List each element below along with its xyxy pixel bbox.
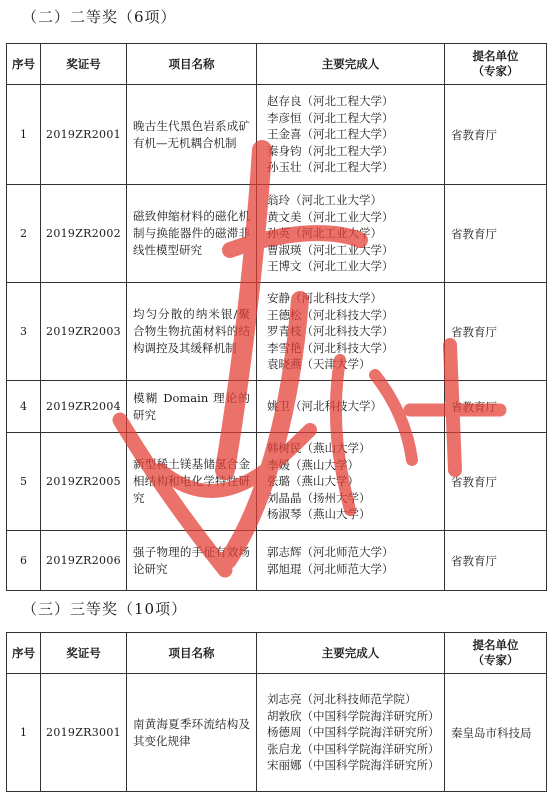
main-contributors	[257, 531, 445, 591]
main-contributors	[257, 185, 445, 283]
table-row	[7, 381, 547, 433]
certificate-number: 2019ZR2002	[41, 185, 127, 283]
project-name: 新型稀土镁基储氢合金相结构和电化学特性研究	[127, 433, 257, 531]
header-project: 项目名称	[127, 44, 257, 85]
header-cert: 奖证号	[41, 633, 127, 674]
project-name: 磁致伸缩材料的磁化机制与换能器件的磁滞非线性模型研究	[127, 185, 257, 283]
table-header-row	[7, 633, 547, 674]
contributor: 郭旭琨（河北师范大学）	[267, 561, 394, 576]
main-contributors	[257, 283, 445, 381]
project-name: 南黄海夏季环流结构及其变化规律	[127, 674, 257, 792]
certificate-number: 2019ZR2001	[41, 85, 127, 185]
project-name: 晚古生代黑色岩系成矿有机—无机耦合机制	[127, 85, 257, 185]
contributor: 孙玉壮（河北工程大学）	[267, 160, 394, 175]
contributor: 李彦恒（河北工程大学）	[267, 110, 394, 125]
table-row	[7, 531, 547, 591]
nominating-unit: 省教育厅	[445, 433, 547, 531]
contributor: 孙英（河北工业大学）	[267, 226, 382, 241]
nominating-unit: 省教育厅	[445, 531, 547, 591]
row-number: 3	[7, 283, 41, 381]
contributor: 王德松（河北科技大学）	[267, 307, 394, 322]
table-row	[7, 433, 547, 531]
project-name: 强子物理的手征有效场论研究	[127, 531, 257, 591]
nominating-unit: 省教育厅	[445, 283, 547, 381]
contributor: 曹淑瑛（河北工业大学）	[267, 242, 394, 257]
contributor: 李媛（燕山大学）	[267, 457, 359, 472]
second-prize-table	[6, 43, 547, 591]
third-prize-table	[6, 632, 547, 792]
contributor: 宋丽娜（中国科学院海洋研究所）	[267, 758, 440, 773]
nominating-unit: 秦皇岛市科技局	[445, 674, 547, 792]
header-people: 主要完成人	[257, 633, 445, 674]
contributor: 张璐（燕山大学）	[267, 474, 359, 489]
table-row	[7, 283, 547, 381]
contributor: 秦身钧（河北工程大学）	[267, 143, 394, 158]
certificate-number: 2019ZR2004	[41, 381, 127, 433]
certificate-number: 2019ZR2006	[41, 531, 127, 591]
main-contributors	[257, 381, 445, 433]
contributor: 袁晓燕（天津大学）	[267, 357, 371, 372]
contributor: 胡敦欣（中国科学院海洋研究所）	[267, 708, 440, 723]
nominating-unit: 省教育厅	[445, 185, 547, 283]
contributor: 郭志辉（河北师范大学）	[267, 545, 394, 559]
table-row	[7, 674, 547, 792]
certificate-number: 2019ZR2005	[41, 433, 127, 531]
contributor: 刘晶晶（扬州大学）	[267, 490, 371, 505]
header-people: 主要完成人	[257, 44, 445, 85]
certificate-number: 2019ZR2003	[41, 283, 127, 381]
contributor: 黄文美（河北工业大学）	[267, 209, 394, 224]
header-org: 提名单位 （专家）	[445, 633, 547, 674]
contributor: 王金喜（河北工程大学）	[267, 127, 394, 142]
row-number: 5	[7, 433, 41, 531]
contributor: 杨德周（中国科学院海洋研究所）	[267, 725, 440, 740]
main-contributors	[257, 85, 445, 185]
contributor: 翁玲（河北工业大学）	[267, 193, 382, 208]
contributor: 王博文（河北工业大学）	[267, 259, 394, 274]
project-name: 均匀分散的纳米银/聚合物生物抗菌材料的结构调控及其缓释机制	[127, 283, 257, 381]
contributor: 罗青枝（河北科技大学）	[267, 324, 394, 339]
table-row	[7, 85, 547, 185]
table-header-row	[7, 44, 547, 85]
row-number: 6	[7, 531, 41, 591]
contributor: 韩树民（燕山大学）	[267, 441, 371, 456]
header-no: 序号	[7, 44, 41, 85]
nominating-unit: 省教育厅	[445, 85, 547, 185]
contributor: 李雪艳（河北科技大学）	[267, 340, 394, 355]
header-no: 序号	[7, 633, 41, 674]
section-title-third-prize: （三）三等奖（10项）	[22, 600, 188, 618]
main-contributors	[257, 674, 445, 792]
contributor: 安静（河北科技大学）	[267, 291, 382, 306]
row-number: 1	[7, 85, 41, 185]
header-project: 项目名称	[127, 633, 257, 674]
contributor: 张启龙（中国科学院海洋研究所）	[267, 741, 440, 756]
contributor: 杨淑琴（燕山大学）	[267, 507, 371, 522]
row-number: 2	[7, 185, 41, 283]
nominating-unit: 省教育厅	[445, 381, 547, 433]
main-contributors	[257, 433, 445, 531]
row-number: 1	[7, 674, 41, 792]
contributor: 赵存良（河北工程大学）	[267, 94, 394, 109]
contributor: 姚卫（河北科技大学）	[267, 399, 382, 414]
certificate-number: 2019ZR3001	[41, 674, 127, 792]
section-title-second-prize: （二）二等奖（6项）	[22, 8, 177, 26]
project-name: 模糊 Domain 理论的研究	[127, 381, 257, 433]
row-number: 4	[7, 381, 41, 433]
header-cert: 奖证号	[41, 44, 127, 85]
header-org: 提名单位 （专家）	[445, 44, 547, 85]
table-row	[7, 185, 547, 283]
contributor: 刘志亮（河北科技师范学院）	[267, 692, 417, 707]
